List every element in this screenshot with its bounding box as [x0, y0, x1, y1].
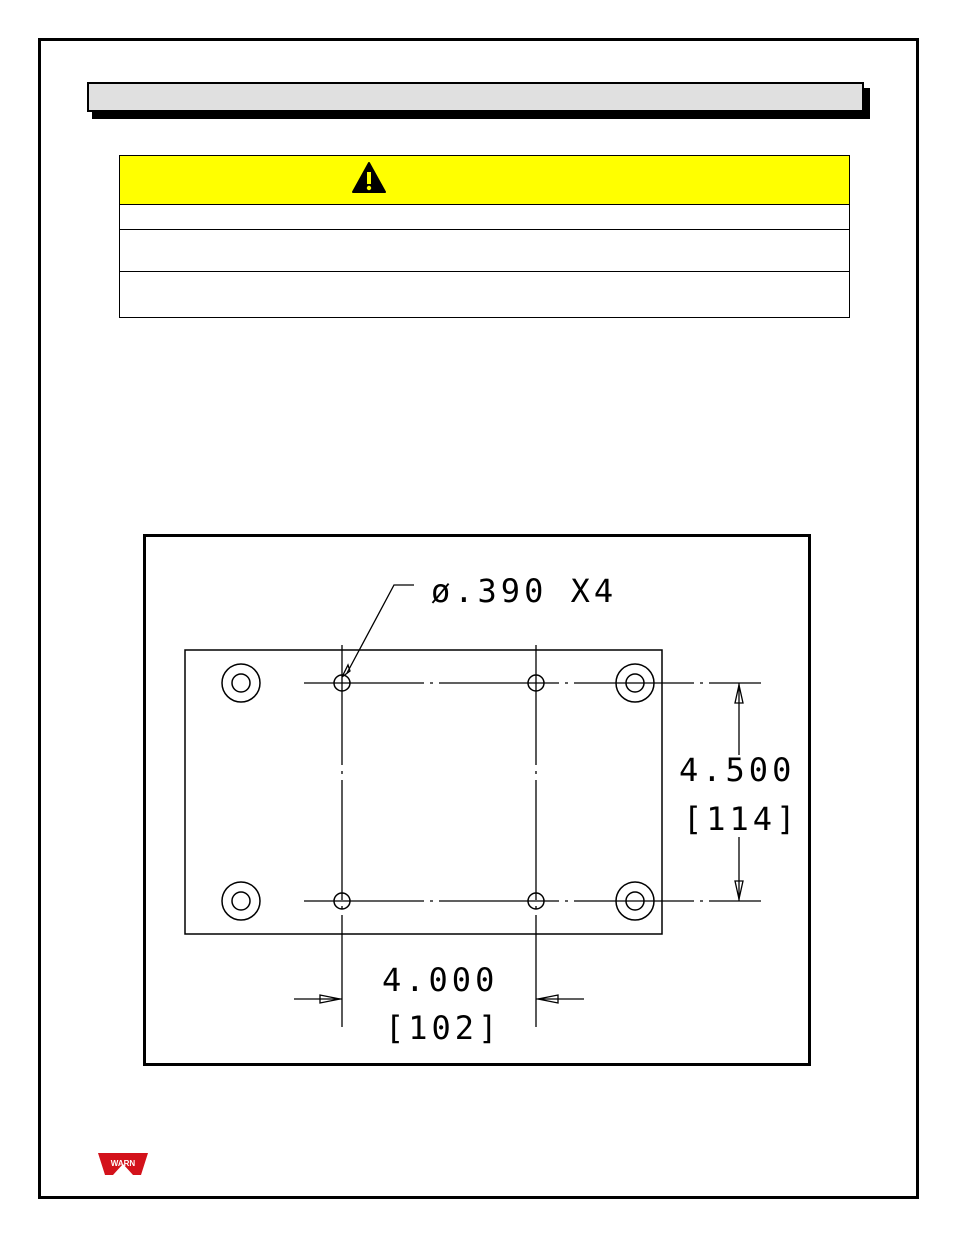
horizontal-dimension-label: 4.000: [382, 961, 499, 999]
corner-boss: [222, 882, 260, 920]
vertical-dimension-metric-label: [114]: [683, 800, 800, 838]
warning-row: [120, 205, 849, 230]
callout-leader: [347, 585, 414, 673]
corner-boss-hole: [232, 892, 250, 910]
horizontal-dimension-metric-label: [102]: [385, 1009, 502, 1047]
corner-boss: [222, 664, 260, 702]
warning-row: [120, 272, 849, 318]
warning-triangle-icon: [351, 161, 387, 195]
corner-boss-hole: [232, 674, 250, 692]
warn-logo-text: WARN: [110, 1159, 136, 1168]
drawing-canvas: [146, 537, 808, 1063]
warning-header: [120, 156, 849, 205]
vertical-dimension-label: 4.500: [679, 751, 796, 789]
mounting-hole-drawing: [143, 534, 811, 1066]
warning-box: [119, 155, 850, 318]
warning-row: [120, 230, 849, 272]
warn-logo: [97, 1152, 149, 1176]
hole-callout-label: ø.390 X4: [431, 572, 618, 610]
section-header: [87, 82, 864, 112]
